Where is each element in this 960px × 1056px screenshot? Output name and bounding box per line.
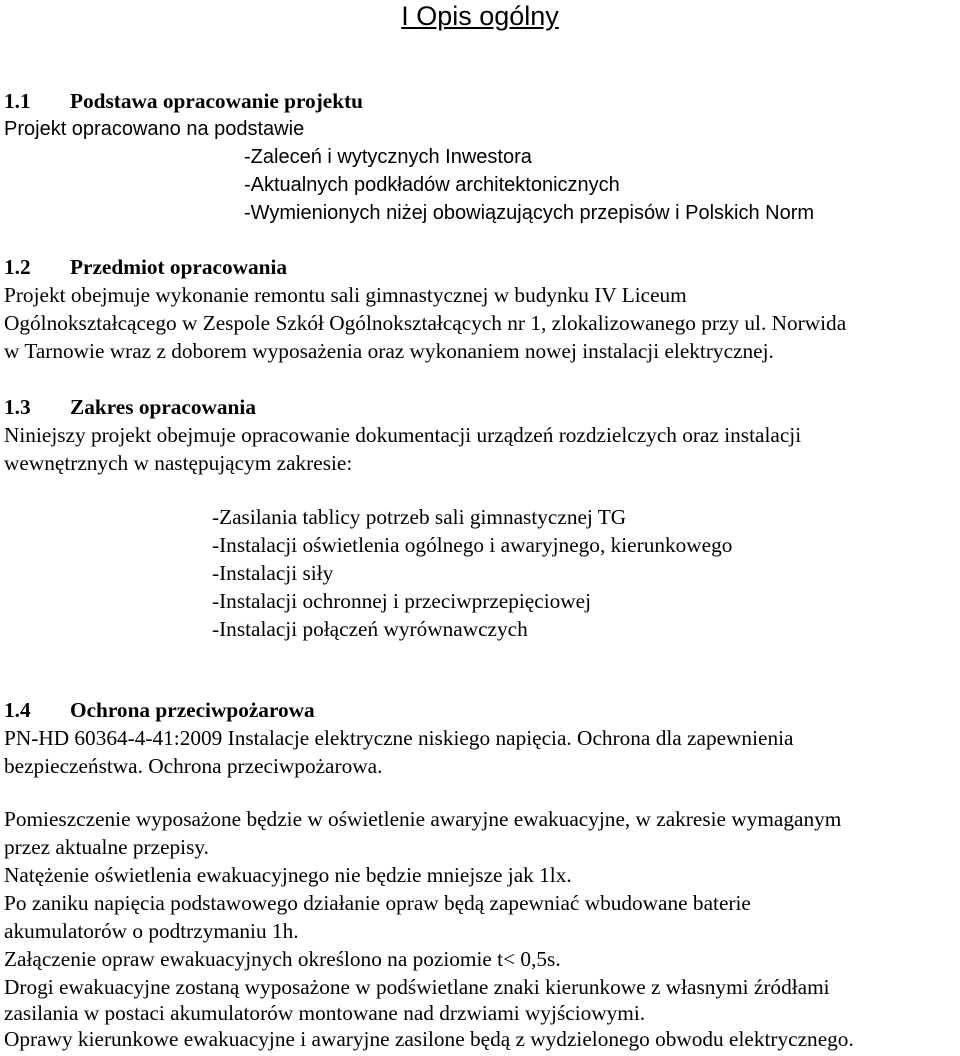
section-heading-1-4 — [4, 697, 315, 724]
paragraph-line: wewnętrznych w następującym zakresie: — [4, 451, 353, 475]
section-title: Zakres opracowania — [70, 395, 256, 419]
list-item: -Instalacji ochronnej i przeciwprzepięciowej — [212, 589, 592, 613]
paragraph-line: Niniejszy projekt obejmuje opracowanie dokumentacji urządzeń rozdzielczych oraz instalacji — [4, 423, 802, 447]
paragraph-line: Natężenie oświetlenia ewakuacyjnego nie będzie mniejsze jak 1lx. — [4, 863, 572, 887]
paragraph-line: Oprawy kierunkowe ewakuacyjne i awaryjne zasilone będą z wydzielonego obwodu elektrycznego. — [4, 1027, 854, 1051]
section-heading-1-1 — [4, 88, 363, 115]
list-item: -Zaleceń i wytycznych Inwestora — [244, 146, 532, 168]
list-item: -Wymienionych niżej obowiązujących przepisów i Polskich Norm — [244, 202, 815, 224]
paragraph-line: Załączenie opraw ewakuacyjnych określono na poziomie t< 0,5s. — [4, 947, 561, 971]
section-title: Podstawa opracowanie projektu — [70, 89, 364, 113]
section-heading-1-3 — [4, 394, 256, 421]
paragraph-line: akumulatorów o podtrzymaniu 1h. — [4, 919, 299, 943]
list-item: -Instalacji oświetlenia ogólnego i awaryjnego, kierunkowego — [212, 533, 733, 557]
section-heading-1-2 — [4, 254, 287, 281]
section-number: 1.3 — [4, 395, 31, 419]
paragraph-line: PN-HD 60364-4-41:2009 Instalacje elektryczne niskiego napięcia. Ochrona dla zapewnienia — [4, 726, 794, 750]
paragraph-line: przez aktualne przepisy. — [4, 835, 209, 859]
paragraph-line: Po zaniku napięcia podstawowego działanie opraw będą zapewniać wbudowane baterie — [4, 891, 751, 915]
list-item: -Aktualnych podkładów architektonicznych — [244, 174, 620, 196]
paragraph-line: Projekt obejmuje wykonanie remontu sali gimnastycznej w budynku IV Liceum — [4, 283, 687, 307]
section-title: Przedmiot opracowania — [70, 255, 288, 279]
list-item: -Zasilania tablicy potrzeb sali gimnastycznej TG — [212, 505, 627, 529]
list-item: -Instalacji siły — [212, 561, 334, 585]
list-item: -Instalacji połączeń wyrównawczych — [212, 617, 528, 641]
section-1-1-intro: Projekt opracowano na podstawie — [4, 118, 305, 140]
section-number: 1.2 — [4, 255, 31, 279]
paragraph-line: Drogi ewakuacyjne zostaną wyposażone w podświetlane znaki kierunkowe z własnymi źródłami — [4, 975, 830, 999]
paragraph-line: zasilania w postaci akumulatorów montowane nad drzwiami wyjściowymi. — [4, 1001, 646, 1025]
section-number: 1.4 — [4, 698, 31, 722]
paragraph-line: Pomieszczenie wyposażone będzie w oświetlenie awaryjne ewakuacyjne, w zakresie wymaganym — [4, 807, 842, 831]
paragraph-line: Ogólnokształcącego w Zespole Szkół Ogólnokształcących nr 1, zlokalizowanego przy ul. Norwida — [4, 311, 847, 335]
page-title: I Opis ogólny — [401, 1, 559, 31]
section-number: 1.1 — [4, 89, 31, 113]
paragraph-line: w Tarnowie wraz z doborem wyposażenia oraz wykonaniem nowej instalacji elektrycznej. — [4, 339, 774, 363]
paragraph-line: bezpieczeństwa. Ochrona przeciwpożarowa. — [4, 754, 383, 778]
section-title: Ochrona przeciwpożarowa — [70, 698, 315, 722]
